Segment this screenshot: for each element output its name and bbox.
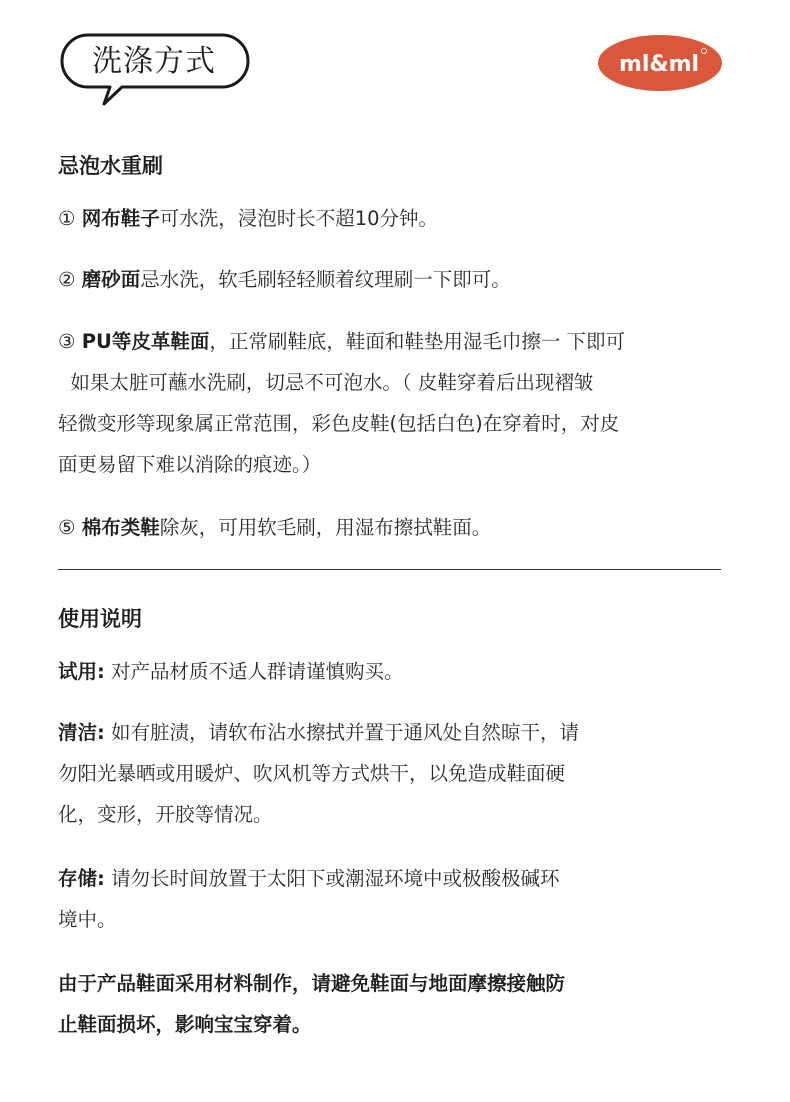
washing-item-suede — [58, 259, 728, 300]
cleaning-line — [58, 712, 728, 753]
item-line: 面更易留下难以消除的痕迹。） — [58, 453, 322, 476]
usage-cleaning — [58, 712, 728, 835]
washing-section-title: 忌泡水重刷 — [58, 154, 163, 178]
item-bold-label: 棉布类鞋 — [81, 516, 160, 539]
usage-section-title: 使用说明 — [58, 607, 142, 631]
storage-text: 请勿长时间放置于太阳下或潮湿环境中或极酸极碱环 — [104, 867, 560, 890]
storage-line: 境中。 — [58, 908, 117, 931]
cleaning-line: 勿阳光暴晒或用暖炉、吹风机等方式烘干，以免造成鞋面硬 — [58, 762, 566, 785]
item-text: 忌水洗，软毛刷轻轻顺着纹理刷一下即可。 — [140, 268, 511, 291]
item-bold-label: PU等皮革鞋面 — [81, 330, 210, 353]
item-bold-label: 磨砂面 — [81, 268, 141, 291]
item-number: ② — [58, 268, 76, 291]
logo-text: ml&ml — [618, 52, 700, 77]
header — [0, 0, 790, 120]
cleaning-label: 清洁: — [58, 721, 105, 744]
warning-line: 由于产品鞋面采用材料制作，请避免鞋面与地面摩擦接触防 — [58, 972, 566, 995]
item-line: 如果太脏可蘸水洗刷，切忌不可泡水。（ 皮鞋穿着后出现褶皱 — [58, 371, 594, 394]
item-text: 可水洗，浸泡时长不超10分钟。 — [159, 207, 439, 230]
item-number: ③ — [58, 330, 76, 353]
storage-line — [58, 858, 728, 899]
cleaning-text: 如有脏渍，请软布沾水擦拭并置于通风处自然晾干，请 — [104, 721, 580, 744]
item-text: 除灰，可用软毛刷，用湿布擦拭鞋面。 — [159, 516, 492, 539]
item-text: ，正常刷鞋底，鞋面和鞋垫用湿毛巾擦一 下即可 — [209, 330, 626, 353]
brand-logo — [597, 34, 723, 92]
page-title: 洗涤方式 — [92, 44, 216, 79]
item-line — [58, 321, 728, 362]
washing-item-cotton — [58, 507, 728, 548]
storage-label: 存储: — [58, 867, 105, 890]
trial-label: 试用: — [58, 660, 105, 683]
usage-trial — [58, 651, 728, 692]
cleaning-line: 化，变形，开胶等情况。 — [58, 803, 273, 826]
item-number: ⑤ — [58, 516, 76, 539]
item-bold-label: 网布鞋子 — [81, 207, 160, 230]
item-number: ① — [58, 207, 76, 230]
warning-line: 止鞋面损坏，影响宝宝穿着。 — [58, 1013, 312, 1036]
usage-warning — [58, 963, 728, 1045]
section-divider — [58, 569, 721, 570]
washing-item-mesh — [58, 198, 728, 239]
washing-item-leather — [58, 321, 728, 485]
item-line: 轻微变形等现象属正常范围，彩色皮鞋(包括白色)在穿着时，对皮 — [58, 412, 620, 435]
trial-text: 对产品材质不适人群请谨慎购买。 — [104, 660, 404, 683]
usage-storage — [58, 858, 728, 940]
